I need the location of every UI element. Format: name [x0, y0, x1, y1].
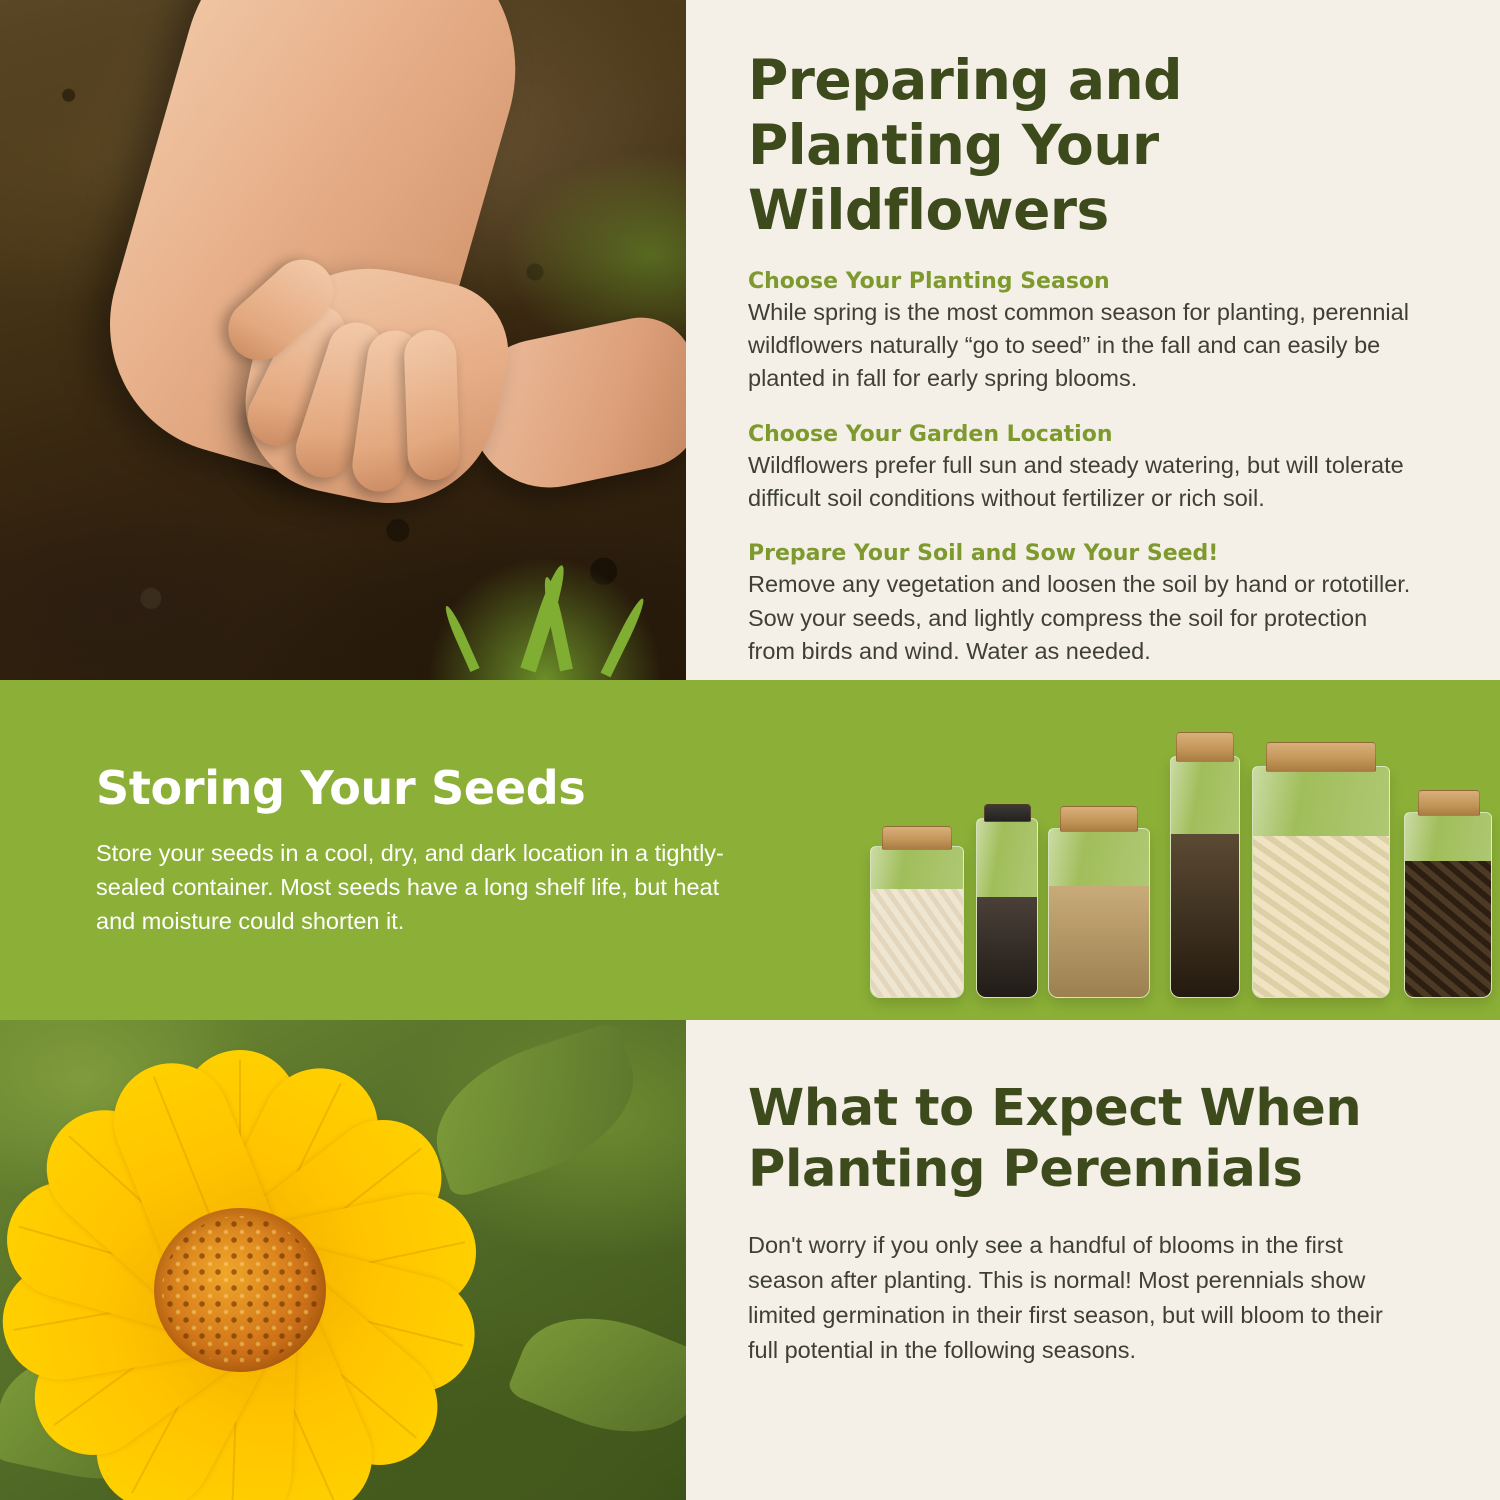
- storing-seeds-title: Storing Your Seeds: [96, 761, 586, 816]
- jar-dark-seeds: [976, 818, 1038, 998]
- jar-pumpkin-seeds: [1252, 766, 1390, 998]
- subheading-garden-location: Choose Your Garden Location: [748, 421, 1113, 447]
- what-to-expect-paragraph: Don't worry if you only see a handful of blooms in the first season after planting. This is normal! Most perennials show limited germination in their first season, but will bloom to their full potential in the following seasons.: [748, 1232, 1383, 1363]
- jar-contents: [977, 897, 1037, 997]
- jar-tall-dark-seeds: [1170, 756, 1240, 998]
- section-storing-your-seeds: [0, 680, 1500, 1020]
- subheading-planting-season: Choose Your Planting Season: [748, 268, 1110, 294]
- paragraph-planting-season: While spring is the most common season for planting, perennial wildflowers naturally “go to seed” in the fall and can easily be planted in fall for early spring blooms.: [748, 298, 1409, 392]
- flower-center: [154, 1208, 326, 1372]
- jar-contents: [1049, 886, 1149, 997]
- jar-tan-seeds: [1048, 828, 1150, 998]
- lid-icon: [984, 804, 1031, 822]
- paragraph-garden-location: Wildflowers prefer full sun and steady watering, but will tolerate difficult soil conditions without fertilizer or rich soil.: [748, 451, 1404, 512]
- subheading-prepare-soil: Prepare Your Soil and Sow Your Seed!: [748, 541, 1219, 567]
- finger: [403, 329, 460, 481]
- coreopsis-bloom: [0, 1030, 550, 1500]
- jar-contents: [1405, 861, 1491, 997]
- section-three-text: [686, 1020, 1500, 1500]
- cork-stopper-icon: [1176, 732, 1234, 762]
- seed-jars-image: [790, 680, 1500, 1020]
- cork-stopper-icon: [882, 826, 952, 850]
- cork-stopper-icon: [1266, 742, 1376, 772]
- jar-small-dark-seeds: [1404, 812, 1492, 998]
- yellow-flower-image: [0, 1020, 686, 1500]
- block-prepare-soil: [748, 541, 1414, 668]
- jar-contents: [871, 889, 963, 997]
- cork-stopper-icon: [1060, 806, 1138, 832]
- storing-seeds-paragraph: Store your seeds in a cool, dry, and dark location in a tightly-sealed container. Most seeds have a long shelf life, but heat and moisture could shorten it.: [96, 840, 724, 934]
- block-planting-season: [748, 269, 1414, 396]
- flower-center-texture: [162, 1216, 318, 1364]
- what-to-expect-title: What to Expect When Planting Perennials: [748, 1079, 1362, 1200]
- jar-white-beans: [870, 846, 964, 998]
- section-what-to-expect: [0, 1020, 1500, 1500]
- paragraph-prepare-soil: Remove any vegetation and loosen the soil by hand or rototiller. Sow your seeds, and lightly compress the soil for protection from birds and wind. Water as needed.: [748, 571, 1411, 665]
- section-one-text: [686, 0, 1500, 680]
- jar-contents: [1171, 834, 1239, 997]
- page-title: Preparing and Planting Your Wildflowers: [748, 48, 1183, 242]
- section-two-text: [0, 761, 790, 938]
- hand-sowing-seeds-image: [0, 0, 686, 680]
- block-garden-location: [748, 422, 1414, 516]
- section-preparing-and-planting: [0, 0, 1500, 680]
- cork-stopper-icon: [1418, 790, 1480, 816]
- jar-contents: [1253, 836, 1389, 997]
